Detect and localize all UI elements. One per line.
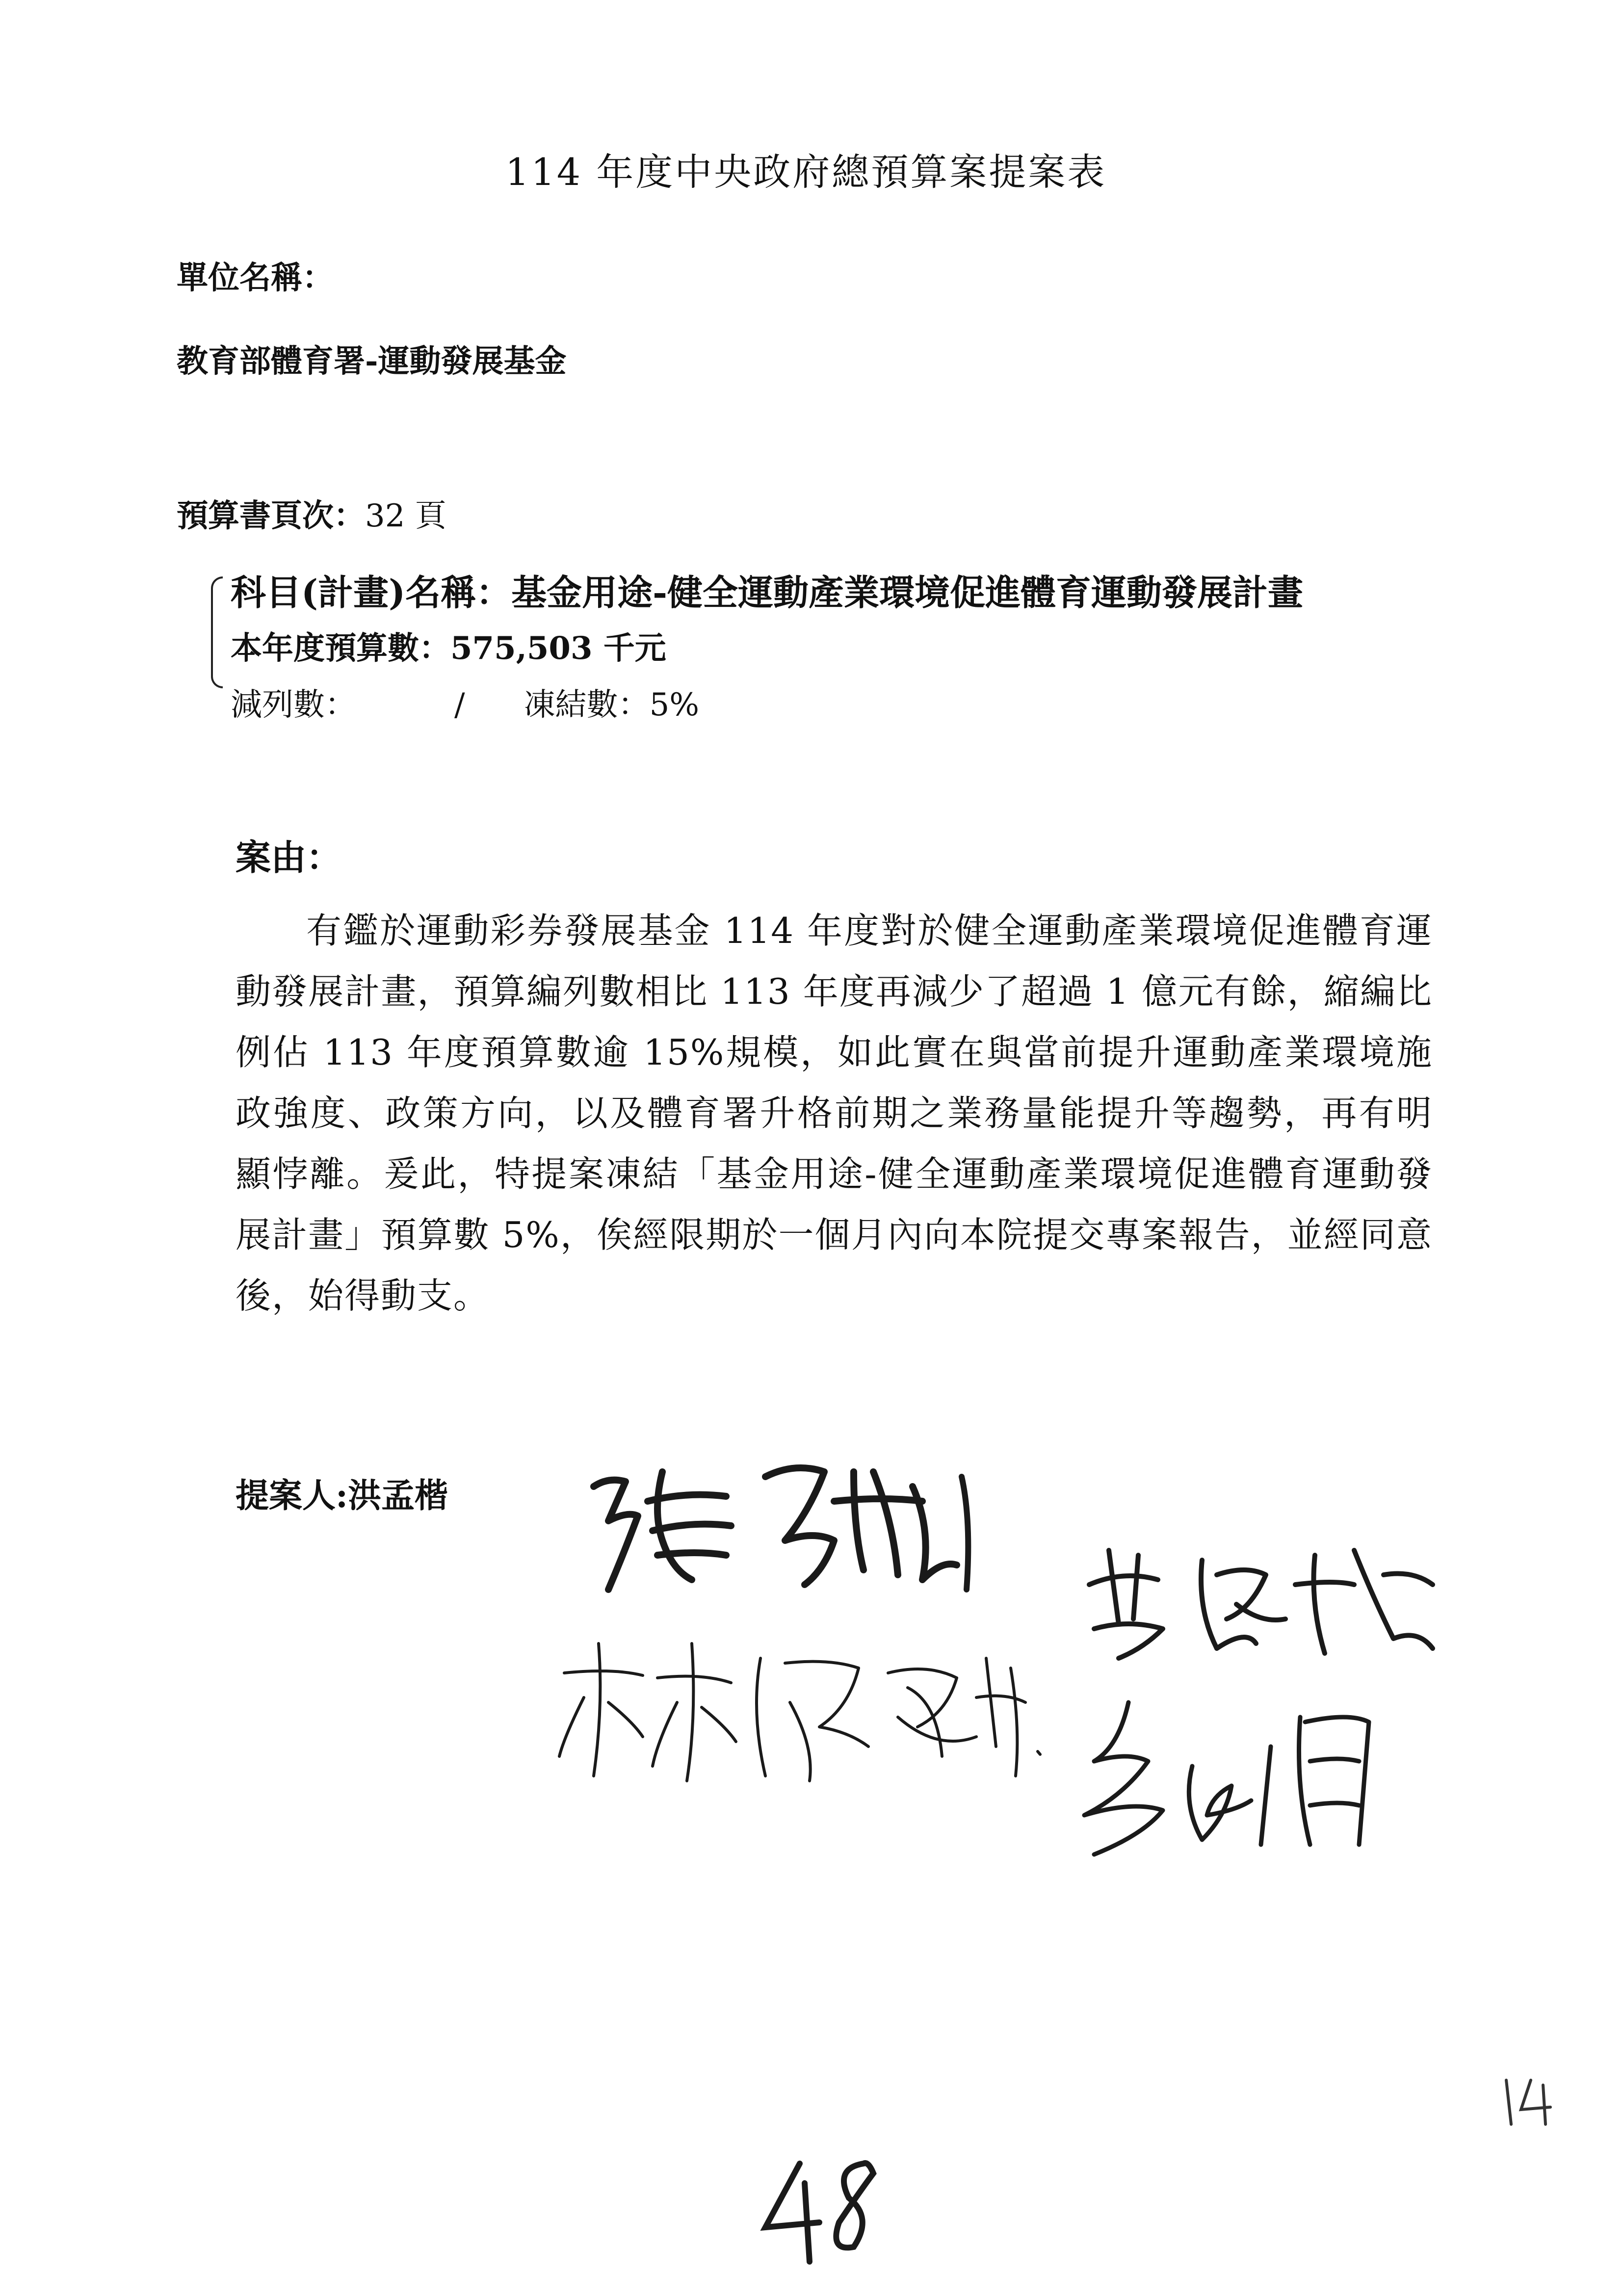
reduction-freeze-row — [231, 679, 699, 725]
budget-page-label: 預算書頁次： — [177, 497, 365, 534]
unit-name-value: 教育部體育署-運動發展基金 — [177, 343, 567, 380]
signature-hong — [579, 1442, 1021, 1609]
signature-bottom — [1065, 1688, 1388, 1874]
proposer-name: 洪孟楷 — [348, 1476, 448, 1515]
item-label: 科目(計畫)名稱： — [231, 572, 512, 613]
budget-page-value: 32 頁 — [365, 498, 446, 534]
reason-label: 案由： — [236, 836, 342, 878]
handwritten-corner-number — [1496, 2075, 1560, 2129]
proposer-label: 提案人: — [236, 1476, 348, 1515]
freeze-value: 5% — [649, 687, 700, 723]
reduction-label: 減列數： — [231, 687, 356, 723]
item-value: 基金用途-健全運動產業環境促進體育運動發展計畫 — [511, 572, 1304, 613]
signature-ke — [1079, 1531, 1452, 1678]
handwritten-page-number — [756, 2154, 903, 2267]
proposer-row — [236, 1469, 448, 1517]
unit-name-label: 單位名稱： — [177, 260, 334, 296]
amount-value: 575,503 千元 — [450, 630, 666, 667]
item-row — [231, 564, 1303, 615]
amount-row — [231, 623, 666, 668]
document-title: 114 年度中央政府總預算案提案表 — [505, 150, 1107, 194]
reduction-value: / — [454, 687, 465, 723]
freeze-label: 凍結數： — [524, 687, 650, 723]
signature-lin — [554, 1629, 1055, 1791]
budget-page-row — [177, 491, 446, 536]
amount-label: 本年度預算數： — [231, 630, 450, 667]
reason-text: 有鑑於運動彩券發展基金 114 年度對於健全運動產業環境促進體育運動發展計畫，預算編列數相比 113 年度再減少了超過 1 億元有餘，縮編比例佔 113 年度預算數逾 15%規模，如此實在與當前提升運動產業環境施政強度、政策方向，以及體育署升格前期之業務量能提升等趨勢，再有明顯悖離。爰此，特提案凍結「基金用途-健全運動產業環境促進體育運動發展計畫」預算數 5%，俟經限期於一個月內向本院提交專案報告，並經同意後，始得動支。 — [236, 910, 1433, 1316]
budget-bracket — [211, 576, 223, 688]
